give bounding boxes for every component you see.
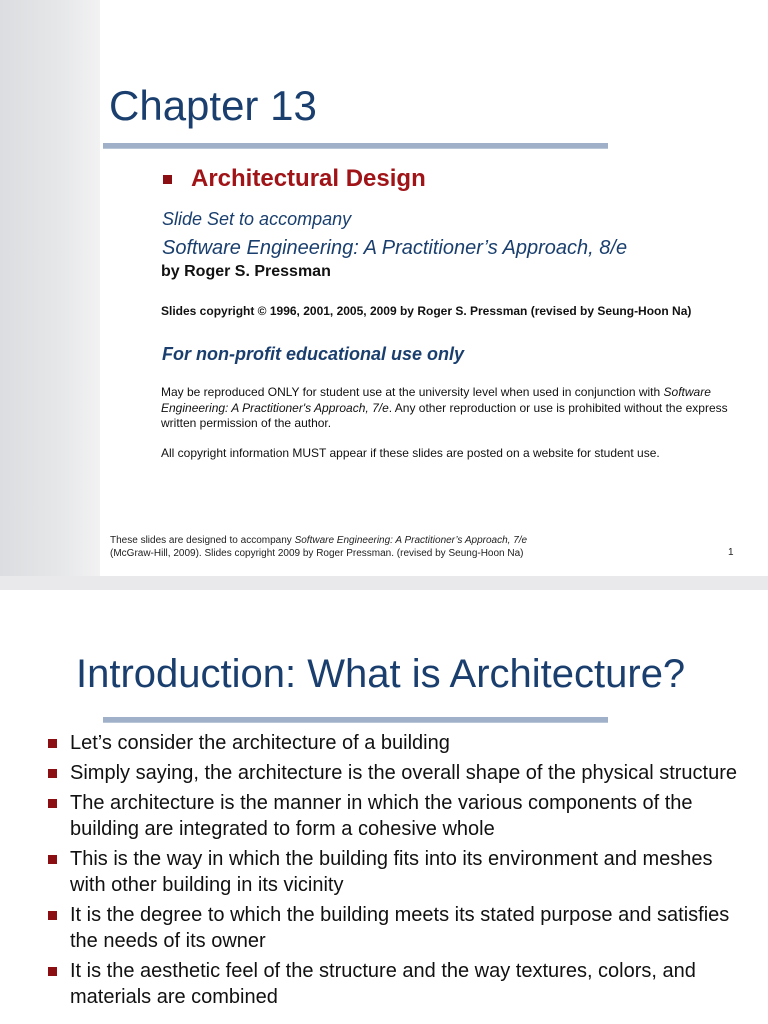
list-item (48, 902, 748, 954)
slide-subtitle: Architectural Design (191, 165, 426, 192)
slide-2 (0, 590, 768, 1024)
author-text: by Roger S. Pressman (161, 263, 331, 280)
list-item (48, 730, 748, 756)
reproduction-notice-c: . Any other reproduction or use is prohibited without the express written permission of the author. (161, 400, 728, 430)
title-rule (103, 717, 608, 723)
reproduction-notice-a: May be reproduced ONLY for student use at the university level when used in conjunction with (161, 385, 664, 399)
book-title: Software Engineering: A Practitioner’s Approach, 8/e (162, 237, 628, 259)
list-item (48, 790, 748, 842)
bullet-square-icon (48, 855, 57, 864)
slide-title: Chapter 13 (109, 82, 317, 129)
reproduction-notice-book: Software Engineering: A Practitioner's Approach, 7/e (161, 385, 711, 415)
reproduction-notice (161, 385, 751, 432)
slide-title: Introduction: What is Architecture? (76, 652, 686, 696)
bullet-square-icon (48, 967, 57, 976)
slide-gap (0, 576, 768, 590)
bullet-square-icon (48, 769, 57, 778)
footer-a: These slides are designed to accompany (110, 535, 295, 546)
list-item-text: This is the way in which the building fits into its environment and meshes with other building in its vicinity (70, 848, 713, 896)
slide-set-text: Slide Set to accompany (162, 209, 352, 229)
title-rule (103, 143, 608, 149)
list-item (48, 846, 748, 898)
copyright-text: Slides copyright © 1996, 2001, 2005, 2009 by Roger S. Pressman (revised by Seung-Hoon Na) (161, 304, 692, 318)
bullet-list (48, 730, 748, 1014)
list-item-text: It is the degree to which the building meets its stated purpose and satisfies the needs of its owner (70, 904, 730, 952)
footer-book: Software Engineering: A Practitioner’s Approach, 7/e (294, 535, 528, 546)
bullet-square-icon (48, 739, 57, 748)
bullet-square-icon (48, 799, 57, 808)
bullet-square-icon (48, 911, 57, 920)
footer-c: (McGraw-Hill, 2009). Slides copyright 2009 by Roger Pressman. (revised by Seung-Hoon Na) (110, 548, 524, 559)
list-item-text: It is the aesthetic feel of the structure and the way textures, colors, and materials are combined (70, 960, 696, 1008)
list-item (48, 760, 748, 786)
list-item-text: Simply saying, the architecture is the overall shape of the physical structure (70, 762, 737, 784)
list-item-text: Let’s consider the architecture of a building (70, 732, 450, 754)
page-number: 1 (728, 547, 734, 558)
slide-left-strip (0, 0, 100, 576)
bullet-square-icon (163, 175, 172, 184)
list-item (48, 958, 748, 1010)
slide-footer (110, 534, 610, 560)
list-item-text: The architecture is the manner in which the various components of the building are integrated to form a cohesive whole (70, 792, 693, 840)
copyright-notice: All copyright information MUST appear if these slides are posted on a website for student use. (161, 446, 660, 460)
nonprofit-notice: For non-profit educational use only (162, 344, 465, 364)
